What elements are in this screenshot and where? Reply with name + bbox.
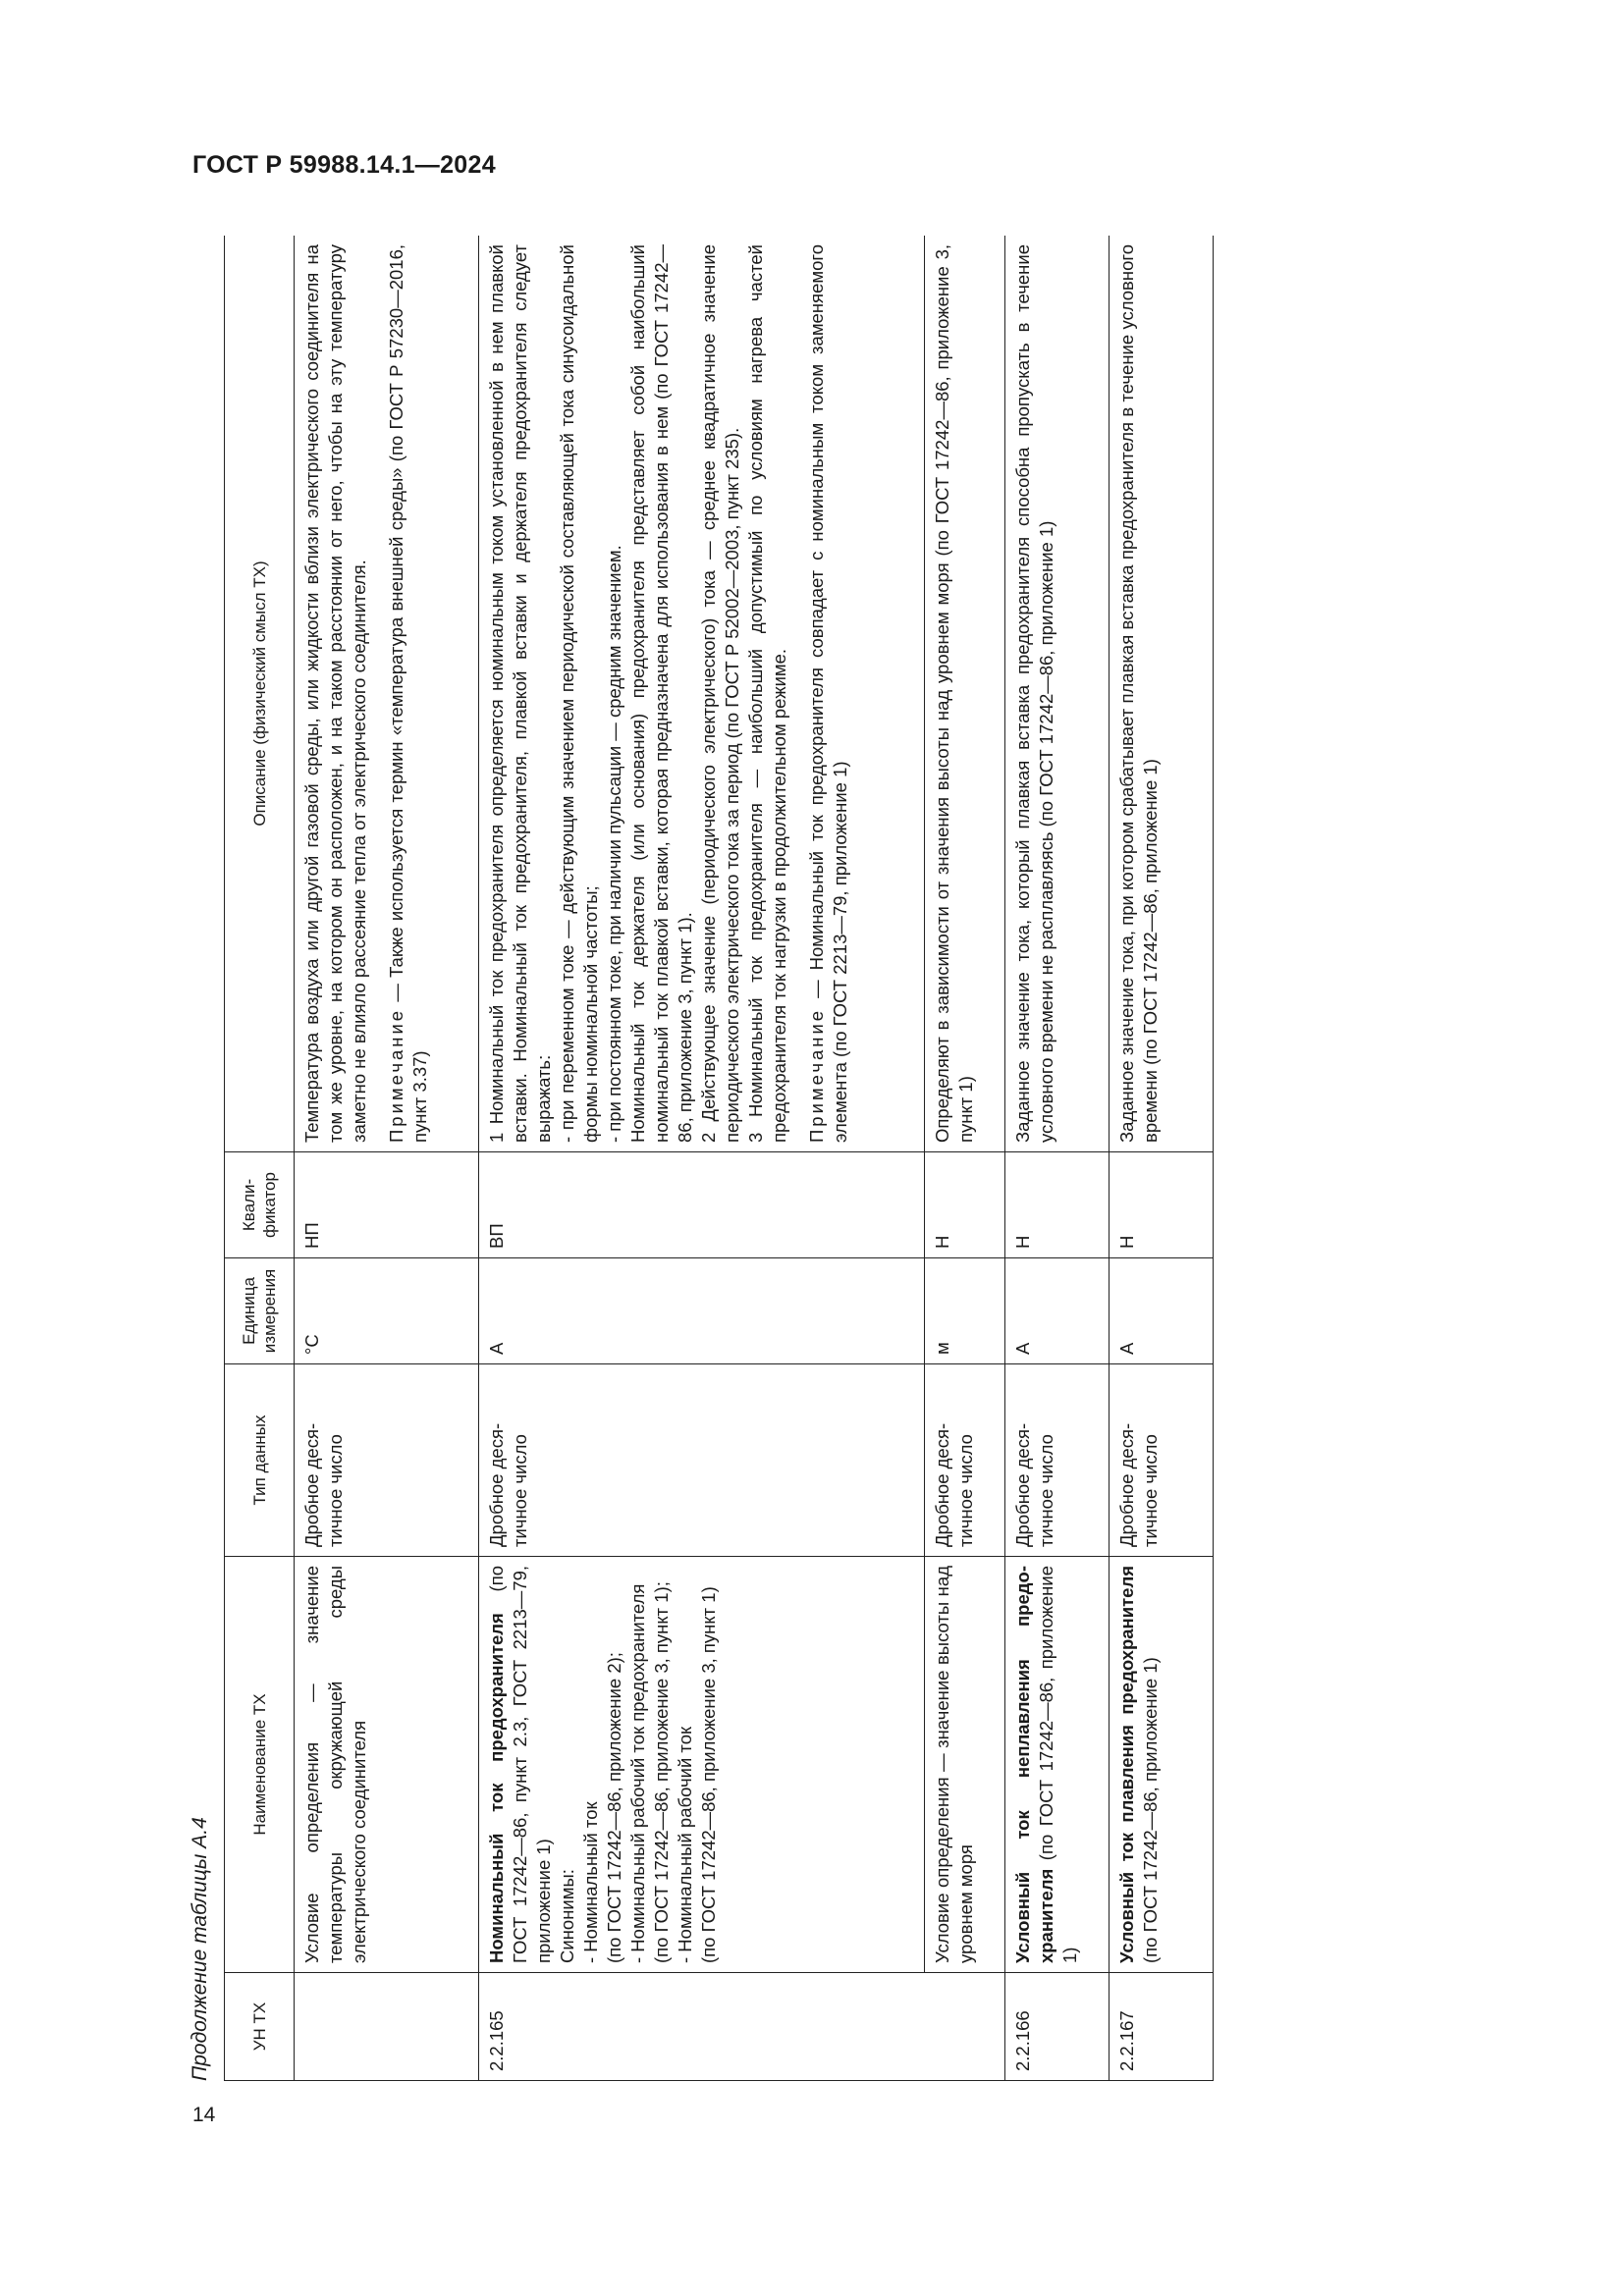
cell-type: Дробное десятичное число: [295, 1364, 479, 1557]
table-row: [1110, 236, 1214, 2081]
cell-description: [479, 236, 925, 1152]
cell-type: Дробное десятичное число: [925, 1364, 1005, 1557]
cell-name: [1005, 1557, 1110, 1973]
cell-id: [925, 1973, 1005, 2081]
table-header-row: [225, 236, 295, 2081]
cell-description: Заданное значение тока, который плавкая вставка предохранителя способна пропускать в течение условного времени не расплавляясь (по ГОСТ 17242—86, приложение 1): [1005, 236, 1110, 1152]
description-text: - при постоянном токе, при наличии пульсации — средним значением.: [604, 545, 624, 1143]
name-bold: Условный ток неплавления предохранителя: [1012, 1566, 1056, 1963]
cell-type: Дробное десятичное число: [479, 1364, 925, 1557]
description-text: 1 Номинальный ток предохранителя определяется номинальным током установленной в нем плавкой вставки. Номинальный ток предохранителя, плавкой вставки и держателя предохранителя следует выражать:: [486, 244, 554, 1143]
cell-name: Условие определения — значение высоты над уровнем моря: [925, 1557, 1005, 1973]
cell-qualifier: НП: [295, 1152, 479, 1258]
cell-unit: А: [1005, 1258, 1110, 1364]
cell-unit: °С: [295, 1258, 479, 1364]
synonyms-label: Синонимы:: [557, 1869, 577, 1963]
cell-id: 2.2.167: [1110, 1973, 1214, 2081]
cell-qualifier: Н: [925, 1152, 1005, 1258]
description-note: [385, 244, 432, 1143]
note-text: — Номинальный ток предохранителя совпадает с номинальным током заменяемого элемента (по ГОСТ 2213—79, приложение 1): [806, 244, 850, 1143]
synonym-line: - Номинальный ток: [580, 1801, 601, 1963]
table-row: [295, 236, 479, 2081]
cell-id: 2.2.165: [479, 1973, 925, 2081]
table-row: [479, 236, 925, 2081]
cell-unit: А: [1110, 1258, 1214, 1364]
note-text: — Также используется термин «температура внешней среды» (по ГОСТ Р 57230—2016, пункт 3.37): [386, 244, 430, 1143]
note-label: Примечание: [806, 1007, 827, 1143]
table-caption: Продолжение таблицы А.4: [189, 1817, 211, 2081]
cell-description: Заданное значение тока, при котором срабатывает плавкая вставка предохранителя в течение условного времени (по ГОСТ 17242—86, приложение 1): [1110, 236, 1214, 1152]
description-text: 3 Номинальный ток предохранителя — наибольший допустимый по условиям нагрева частей предохранителя ток нагрузки в продолжительном режиме.: [745, 244, 789, 1143]
col-header-unit: Единица измерения: [225, 1258, 295, 1364]
cell-name: [479, 1557, 925, 1973]
synonym-line: (по ГОСТ 17242—86, приложение 3, пункт 1): [698, 1586, 719, 1963]
cell-id: [295, 1973, 479, 2081]
name-reference: (по ГОСТ 17242—86, приложение 1): [1140, 1657, 1161, 1963]
cell-description: Определяют в зависимости от значения высоты над уровнем моря (по ГОСТ 17242—86, приложение 3, пункт 1): [925, 236, 1005, 1152]
name-reference: (по ГОСТ 17242—86, пункт 2.3, ГОСТ 2213—79, приложение 1): [486, 1565, 554, 1963]
cell-type: Дробное десятичное число: [1110, 1364, 1214, 1557]
cell-unit: А: [479, 1258, 925, 1364]
cell-name: [1110, 1557, 1214, 1973]
table-row: [925, 236, 1005, 2081]
cell-qualifier: ВП: [479, 1152, 925, 1258]
description-text: - при переменном токе — действующим значением периодической составляющей тока синусоидальной формы номинальной частоты;: [557, 244, 601, 1143]
cell-type: Дробное десятичное число: [1005, 1364, 1110, 1557]
cell-unit: м: [925, 1258, 1005, 1364]
table-row: [1005, 236, 1110, 2081]
synonym-line: - Номинальный рабочий ток: [675, 1726, 695, 1963]
synonym-line: (по ГОСТ 17242—86, приложение 2);: [604, 1652, 624, 1963]
synonym-line: - Номинальный рабочий ток предохранителя: [627, 1583, 648, 1963]
cell-id: 2.2.166: [1005, 1973, 1110, 2081]
rotated-content: [185, 236, 1510, 2081]
document-code: ГОСТ Р 59988.14.1—2024: [192, 151, 496, 179]
characteristic-name: [485, 1566, 556, 1963]
description-text: Номинальный ток держателя (или основания) предохранителя представляет собой наибольший номинальный ток плавкой вставки, которая предназначена для использования в нем (по ГОСТ 17242—86, приложение 3, пункт 1).: [627, 244, 695, 1143]
cell-qualifier: Н: [1005, 1152, 1110, 1258]
description-note: [805, 244, 852, 1143]
name-bold: Номинальный ток предохранителя: [486, 1613, 507, 1963]
col-header-description: Описание (физический смысл ТХ): [225, 236, 295, 1152]
cell-qualifier: Н: [1110, 1152, 1214, 1258]
col-header-qualifier: Квалификатор: [225, 1152, 295, 1258]
note-label: Примечание: [386, 1007, 406, 1143]
col-header-id: УН ТХ: [225, 1973, 295, 2081]
col-header-name: Наименование ТХ: [225, 1557, 295, 1973]
page-number: 14: [192, 2104, 216, 2126]
rotated-table-area: [185, 236, 1510, 2081]
name-bold: Условный ток плавления предохранителя: [1116, 1566, 1137, 1963]
synonym-line: (по ГОСТ 17242—86, приложение 3, пункт 1);: [651, 1581, 672, 1963]
cell-description: [295, 236, 479, 1152]
col-header-type: Тип данных: [225, 1364, 295, 1557]
description-text: 2 Действующее значение (периодического электрического) тока — среднее квадратичное значение периодического электрического тока за период (по ГОСТ Р 52002—2003, пункт 235).: [698, 244, 742, 1143]
cell-name: Условие определения — значение температуры окружающей среды электрического соединителя: [295, 1557, 479, 1973]
name-reference: (по ГОСТ 17242—86, приложение 1): [1036, 1566, 1080, 1963]
description-text: Температура воздуха или другой газовой среды, или жидкости вблизи электрического соединителя на том же уровне, на котором он расположен, и на таком расстоянии от него, чтобы на эту температуру заметно не влияло рассеяние тепла от электрического соединителя.: [301, 244, 369, 1143]
characteristics-table: [224, 236, 1214, 2081]
